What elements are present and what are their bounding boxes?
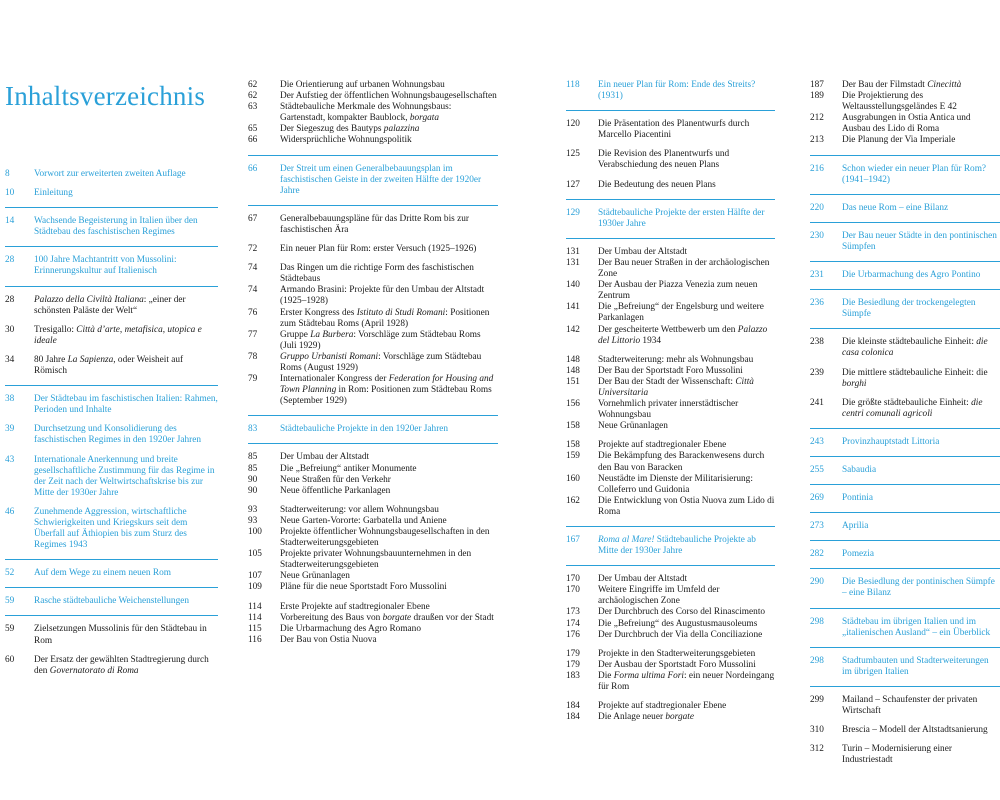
toc-entry <box>248 571 498 582</box>
toc-page-number: 10 <box>5 188 15 199</box>
toc-page-number: 183 <box>566 670 580 681</box>
toc-entry-title: Wachsende Begeisterung in Italien über den Städtebau des faschistischen Regimes <box>34 216 198 238</box>
toc-entry-title: Die „Befreiung“ des Augustusmausoleums <box>598 618 758 629</box>
toc-entry <box>566 180 775 200</box>
toc-entry <box>248 527 498 549</box>
toc-page-number: 129 <box>566 207 580 218</box>
toc-entry-title: Projekte öffentlicher Wohnungsbaugesellschaften in den Stadterweiterungsgebieten <box>280 527 490 549</box>
toc-chapter <box>810 164 1000 195</box>
toc-page-number: 167 <box>566 535 580 545</box>
toc-entry-title: Der Bau der Filmstadt Cinecittà <box>842 80 962 90</box>
toc-page-number: 131 <box>566 257 580 268</box>
toc-page-number: 310 <box>810 725 824 736</box>
toc-page-number: 255 <box>810 464 824 475</box>
toc-page-number: 115 <box>248 623 262 634</box>
toc-entry-title: Mailand – Schaufenster der privaten Wirtschaft <box>842 694 978 716</box>
toc-entry-title: Stadterweiterung: vor allem Wohnungsbau <box>280 504 439 515</box>
toc-page-number: 184 <box>566 712 580 723</box>
toc-chapter <box>5 424 218 446</box>
toc-entry-title: Die Entwicklung von Ostia Nuova zum Lido di Roma <box>598 495 775 517</box>
toc-page-number: 72 <box>248 244 258 255</box>
toc-chapter <box>566 535 775 566</box>
toc-page-number: 67 <box>248 213 258 224</box>
toc-entry-title: Pontinia <box>842 493 873 504</box>
toc-entry-title: Ein neuer Plan für Rom: erster Versuch (1925–1926) <box>280 244 477 255</box>
toc-page-number: 176 <box>566 629 580 640</box>
toc-page-number: 105 <box>248 549 262 560</box>
toc-page-number: 298 <box>810 655 824 666</box>
toc-page-number: 131 <box>566 246 580 257</box>
toc-chapter <box>810 521 1000 541</box>
toc-page-number: 170 <box>566 585 580 596</box>
toc-column-1 <box>5 80 218 677</box>
toc-page-number: 312 <box>810 744 824 755</box>
toc-entry-title: 80 Jahre La Sapienza, oder Weisheit auf Römisch <box>34 354 184 377</box>
toc-entry-title: Der Bau der Sportstadt Foro Mussolini <box>598 365 743 376</box>
toc-page-number: 148 <box>566 354 580 365</box>
toc-entry <box>566 377 775 399</box>
toc-page-number: 79 <box>248 374 258 385</box>
toc-entry-title: Der Umbau der Altstadt <box>280 452 370 463</box>
toc-entry-title: Die größte städtebauliche Einheit: die centri comunali agricoli <box>842 397 983 419</box>
toc-chapter <box>5 455 218 499</box>
toc-entry-title: Projekte auf stadtregionaler Ebene <box>598 440 727 451</box>
toc-page-number: 282 <box>810 549 824 560</box>
toc-entry <box>566 119 775 141</box>
toc-entry <box>5 295 218 317</box>
toc-page-number: 239 <box>810 367 824 378</box>
toc-entry <box>566 619 775 630</box>
toc-page-number: 269 <box>810 493 824 504</box>
toc-page-number: 241 <box>810 397 824 408</box>
toc-chapter <box>810 577 1000 608</box>
toc-column-3 <box>566 80 775 723</box>
toc-chapter <box>248 164 498 206</box>
toc-entry-title: Zielsetzungen Mussolinis für den Städtebau in Rom <box>34 624 207 646</box>
toc-page-number: 213 <box>810 135 824 146</box>
toc-entry-title: Der Bau neuer Städte in den pontinischen Sümpfen <box>842 230 997 252</box>
toc-entry-title: Gruppo Urbanisti Romani: Vorschläge zum Städtebau Roms (August 1929) <box>280 351 482 373</box>
toc-entry-title: Zunehmende Aggression, wirtschaftliche Schwierigkeiten und Kriegskurs seit dem Überfall auf Äthiopien bis zum Sturz des Regimes 1943 <box>34 506 188 551</box>
toc-entry-title: Vorwort zur erweiterten zweiten Auflage <box>34 169 186 179</box>
page-title: Inhaltsverzeichnis <box>5 81 206 111</box>
toc-entry-title: Städtebauliche Projekte der ersten Hälfte der 1930er Jahre <box>598 207 765 229</box>
toc-page-number: 38 <box>5 394 15 405</box>
toc-entry-title: Die Urbarmachung des Agro Romano <box>280 623 421 634</box>
toc-entry-title: Internationale Anerkennung und breite gesellschaftliche Zustimmung für das Regime in der Zeit nach der Weltwirtschaftskrise bis zur Mitte der 1930er Jahre <box>34 454 215 498</box>
toc-page-number: 60 <box>5 654 15 665</box>
toc-page-number: 159 <box>566 451 580 462</box>
toc-entry <box>566 366 775 377</box>
toc-entry <box>248 452 498 463</box>
toc-entry-title: Gruppe La Burbera: Vorschläge zum Städtebau Roms (Juli 1929) <box>280 329 481 351</box>
toc-page-number: 74 <box>248 263 258 274</box>
toc-entry <box>810 113 1000 135</box>
toc-entry-title: Die Orientierung auf urbanen Wohnungsbau <box>280 80 445 90</box>
toc-page-number: 187 <box>810 80 824 90</box>
toc-entry <box>566 574 775 585</box>
toc-entry-title: Die Projektierung des Weltausstellungsgeländes E 42 <box>842 91 957 113</box>
toc-page-number: 114 <box>248 612 262 623</box>
toc-entry-title: Erster Kongress des Istituto di Studi Romani: Positionen zum Städtebau Roms (April 1928) <box>280 307 490 329</box>
toc-entry <box>248 285 498 307</box>
toc-entry-title: Sabaudia <box>842 464 877 475</box>
toc-entry-title: Der Durchbruch des Corso del Rinascimento <box>598 607 766 618</box>
toc-entry-title: Auf dem Wege zu einem neuen Rom <box>34 568 171 579</box>
toc-chapter <box>810 270 1000 290</box>
toc-page-number: 142 <box>566 324 580 335</box>
toc-page-number: 298 <box>810 616 824 627</box>
toc-entry <box>810 135 1000 155</box>
toc-page-number: 179 <box>566 648 580 659</box>
toc-entry-title: Der Bau von Ostia Nuova <box>280 634 377 645</box>
toc-entry <box>248 475 498 486</box>
toc-entry-title: Der Aufstieg der öffentlichen Wohnungsbaugesellschaften <box>280 91 497 102</box>
toc-entry <box>566 649 775 660</box>
toc-entry <box>248 263 498 285</box>
toc-entry <box>810 744 1000 766</box>
toc-entry-title: Die Planung der Via Imperiale <box>842 135 956 146</box>
toc-entry-title: Das Ringen um die richtige Form des faschistischen Städtebaus <box>280 263 474 285</box>
toc-page-number: 100 <box>248 527 262 537</box>
toc-chapter <box>810 231 1000 262</box>
toc-entry <box>566 474 775 496</box>
toc-page-number: 148 <box>566 365 580 376</box>
toc-entry-title: Provinzhauptstadt Littoria <box>842 436 940 447</box>
toc-entry-title: Der Umbau der Altstadt <box>598 574 688 585</box>
toc-chapter <box>5 394 218 416</box>
toc-page-number: 43 <box>5 454 15 465</box>
toc-page-number: 66 <box>248 163 258 174</box>
toc-entry-title: Neue Straßen für den Verkehr <box>280 474 391 485</box>
toc-page-number: 66 <box>248 135 258 146</box>
toc-entry-title: Stadtumbauten und Stadterweiterungen im übrigen Italien <box>842 655 989 677</box>
toc-entry-title: Städtebau im übrigen Italien und im „italienischen Ausland“ – ein Überblick <box>842 616 991 638</box>
toc-entry-title: Der Umbau der Altstadt <box>598 246 688 257</box>
toc-entry-title: Pomezia <box>842 549 875 560</box>
toc-entry <box>248 464 498 475</box>
toc-entry-title: Neue öffentliche Parkanlagen <box>280 485 391 496</box>
toc-chapter <box>5 169 218 180</box>
toc-entry-title: Palazzo della Civiltà Italiana: „einer der schönsten Paläste der Welt“ <box>34 294 186 316</box>
toc-entry-title: Die „Befreiung“ der Engelsburg und weitere Parkanlagen <box>598 302 764 324</box>
toc-page-number: 52 <box>5 568 15 579</box>
toc-page-number: 8 <box>5 169 10 179</box>
toc-entry-title: Stadterweiterung: mehr als Wohnungsbau <box>598 354 754 365</box>
toc-entry <box>5 325 218 347</box>
toc-chapter <box>810 465 1000 485</box>
toc-entry <box>566 701 775 712</box>
toc-page-number: 46 <box>5 506 15 517</box>
toc-entry-title: Neue Garten-Vororte: Garbatella und Aniene <box>280 515 447 526</box>
toc-page-number: 127 <box>566 179 580 190</box>
toc-entry <box>566 247 775 258</box>
toc-entry <box>566 399 775 421</box>
toc-page-number: 170 <box>566 574 580 585</box>
toc-entry <box>566 258 775 280</box>
toc-page-number: 93 <box>248 515 258 526</box>
toc-page-number: 120 <box>566 119 580 130</box>
toc-entry <box>566 607 775 618</box>
toc-entry-title: Der Siegeszug des Bautyps palazzina <box>280 124 420 135</box>
toc-entry-title: Projekte in den Stadterweiterungsgebieten <box>598 648 756 659</box>
toc-entry-title: Einleitung <box>34 188 73 199</box>
toc-entry-title: Die Bekämpfung des Barackenwesens durch den Bau von Baracken <box>598 451 765 473</box>
toc-entry <box>248 124 498 135</box>
toc-chapter <box>810 617 1000 648</box>
toc-entry <box>810 398 1000 429</box>
toc-entry-title: Die Präsentation des Planentwurfs durch Marcello Piacentini <box>598 119 750 141</box>
toc-page-number: 62 <box>248 91 258 102</box>
toc-entry <box>248 214 498 236</box>
toc-entry-title: Neustädte im Dienste der Militarisierung: Colleferro und Guidonia <box>598 473 753 495</box>
toc-page-number: 59 <box>5 624 15 635</box>
toc-entry <box>566 149 775 171</box>
toc-entry-title: Der Ausbau der Sportstadt Foro Mussolini <box>598 659 756 670</box>
toc-page-number: 238 <box>810 337 824 348</box>
toc-page-number: 151 <box>566 376 580 387</box>
toc-chapter <box>248 424 498 444</box>
toc-entry-title: Die mittlere städtebauliche Einheit: die borghi <box>842 367 988 389</box>
toc-page-number: 158 <box>566 440 580 451</box>
toc-page-number: 85 <box>248 463 258 474</box>
toc-page-number: 78 <box>248 351 258 362</box>
toc-entry-title: Städtebauliche Merkmale des Wohnungsbaus: Gartenstadt, kompakter Baublock, borgata <box>280 102 452 124</box>
toc-page-number: 74 <box>248 285 258 296</box>
toc-entry-title: Brescia – Modell der Altstadtsanierung <box>842 725 988 736</box>
toc-entry-title: Die kleinste städtebauliche Einheit: die casa colonica <box>842 337 988 359</box>
toc-entry-title: Die Revision des Planentwurfs und Verabschiedung des neuen Plans <box>598 149 730 171</box>
toc-entry <box>248 244 498 255</box>
toc-entry <box>566 712 775 723</box>
toc-entry-title: Städtebauliche Projekte in den 1920er Jahren <box>280 424 449 435</box>
toc-page-number: 141 <box>566 302 580 313</box>
toc-entry-title: Der Städtebau im faschistischen Italien: Rahmen, Perioden und Inhalte <box>34 394 218 416</box>
toc-page-number: 173 <box>566 607 580 618</box>
toc-page-number: 189 <box>810 91 824 102</box>
toc-entry <box>810 80 1000 91</box>
toc-entry <box>248 352 498 374</box>
toc-entry <box>566 451 775 473</box>
toc-page-number: 28 <box>5 255 15 266</box>
toc-entry-title: Vornehmlich privater innerstädtischer Wohnungsbau <box>598 399 739 421</box>
toc-entry <box>566 355 775 366</box>
toc-entry <box>810 725 1000 736</box>
toc-entry <box>566 585 775 607</box>
toc-entry <box>248 80 498 91</box>
toc-entry <box>810 337 1000 359</box>
toc-page-number: 158 <box>566 421 580 432</box>
toc-page-number: 107 <box>248 571 262 582</box>
toc-entry-title: Weitere Eingriffe im Umfeld der archäologischen Zone <box>598 585 720 607</box>
toc-page-number: 230 <box>810 230 824 241</box>
toc-entry-title: Aprilia <box>842 521 869 532</box>
toc-page-number: 62 <box>248 80 258 90</box>
toc-entry <box>248 102 498 124</box>
toc-entry <box>248 635 498 646</box>
toc-page-number: 160 <box>566 473 580 484</box>
toc-chapter <box>810 656 1000 687</box>
toc-page-number: 125 <box>566 149 580 160</box>
toc-entry-title: Rasche städtebauliche Weichenstellungen <box>34 596 190 607</box>
toc-entry-title: Die Forma ultima Fori: ein neuer Nordeingang für Rom <box>598 670 775 693</box>
toc-page-number: 299 <box>810 694 824 705</box>
toc-entry-title: Generalbebauungspläne für das Dritte Rom bis zur faschistischen Ära <box>280 213 469 235</box>
toc-entry <box>248 505 498 516</box>
toc-entry <box>5 624 218 646</box>
toc-entry-title: Durchsetzung und Konsolidierung des faschistischen Regimes in den 1920er Jahren <box>34 424 202 446</box>
toc-page-number: 212 <box>810 113 824 124</box>
toc-page-number: 109 <box>248 582 262 593</box>
toc-page-number: 76 <box>248 307 258 318</box>
toc-entry-title: Die Besiedlung der pontinischen Sümpfe – eine Bilanz <box>842 577 995 599</box>
toc-entry-title: Turin – Modernisierung einer Industriestadt <box>842 744 952 766</box>
toc-page-number: 162 <box>566 495 580 506</box>
toc-page-number: 140 <box>566 280 580 291</box>
toc-page-number: 28 <box>5 294 15 305</box>
toc-entry <box>248 486 498 497</box>
toc-entry-title: Armando Brasini: Projekte für den Umbau der Altstadt (1925–1928) <box>280 285 485 307</box>
toc-entry-title: Neue Grünanlagen <box>598 421 668 432</box>
toc-entry <box>248 374 498 416</box>
toc-entry-title: Neue Grünanlagen <box>280 571 350 582</box>
toc-entry <box>566 496 775 527</box>
toc-entry-title: Tresigallo: Città d’arte, metafisica, utopica e ideale <box>34 324 202 346</box>
toc-entry-title: Pläne für die neue Sportstadt Foro Mussolini <box>280 582 447 593</box>
toc-entry-title: Projekte auf stadtregionaler Ebene <box>598 701 727 712</box>
toc-entry <box>248 308 498 330</box>
toc-page-number: 83 <box>248 424 258 435</box>
toc-entry-title: Ein neuer Plan für Rom: Ende des Streits? (1931) <box>598 80 756 102</box>
toc-chapter <box>810 298 1000 329</box>
toc-entry <box>566 280 775 302</box>
toc-entry-title: Der Bau neuer Straßen in der archäologischen Zone <box>598 257 770 280</box>
toc-page-number: 116 <box>248 634 262 645</box>
toc-entry-title: Erste Projekte auf stadtregionaler Ebene <box>280 601 430 612</box>
toc-page-number: 236 <box>810 298 824 309</box>
toc-entry-title: Ausgrabungen in Ostia Antica und Ausbau des Lido di Roma <box>842 113 971 135</box>
toc-page-number: 85 <box>248 452 258 463</box>
toc-chapter <box>5 216 218 247</box>
toc-page-number: 273 <box>810 521 824 532</box>
toc-entry-title: Projekte privater Wohnungsbauunternehmen in den Stadterweiterungsgebieten <box>280 549 472 571</box>
toc-page-number: 174 <box>566 618 580 629</box>
toc-page-number: 179 <box>566 659 580 670</box>
toc-entry <box>566 440 775 451</box>
toc-entry <box>810 695 1000 717</box>
toc-entry <box>248 602 498 613</box>
toc-chapter <box>5 568 218 588</box>
toc-entry-title: Die Bedeutung des neuen Plans <box>598 179 716 190</box>
toc-entry-title: Die Besiedlung der trockengelegten Sümpfe <box>842 298 976 320</box>
toc-entry-title: Die Urbarmachung des Agro Pontino <box>842 270 981 281</box>
toc-page-number: 220 <box>810 202 824 213</box>
toc-page-number: 39 <box>5 424 15 435</box>
toc-chapter <box>5 507 218 560</box>
toc-entry-title: Der gescheiterte Wettbewerb um den Palazzo del Littorio 1934 <box>598 324 768 346</box>
toc-page-number: 93 <box>248 504 258 515</box>
toc-entry <box>248 582 498 593</box>
toc-entry <box>248 624 498 635</box>
toc-page-number: 30 <box>5 324 15 335</box>
toc-entry-title: Der Ersatz der gewählten Stadtregierung durch den Governatorato di Roma <box>34 654 209 676</box>
toc-page-number: 90 <box>248 485 258 496</box>
toc-entry-title: Der Streit um einen Generalbebauungsplan im faschistischen Geiste in der zweiten Hälfte der 1920er Jahre <box>280 163 482 196</box>
toc-page-number: 216 <box>810 163 824 174</box>
toc-page-number: 156 <box>566 399 580 410</box>
toc-chapter <box>5 188 218 208</box>
toc-entry <box>566 302 775 324</box>
toc-entry <box>810 91 1000 113</box>
toc-entry <box>248 549 498 571</box>
toc-entry <box>5 655 218 677</box>
toc-entry-title: Der Durchbruch der Via della Conciliazione <box>598 629 763 640</box>
toc-entry-title: Der Bau der Stadt der Wissenschaft: Città Universitaria <box>598 376 754 398</box>
toc-page-number: 231 <box>810 270 824 281</box>
toc-chapter <box>810 437 1000 457</box>
toc-entry-title: Schon wieder ein neuer Plan für Rom? (1941–1942) <box>842 163 987 185</box>
toc-entry-title: Internationaler Kongress der Federation for Housing and Town Planning in Rom: Positionen zum Städtebau Roms (September 1929) <box>280 374 494 407</box>
toc-entry <box>566 660 775 671</box>
toc-entry <box>566 421 775 432</box>
toc-page-number: 77 <box>248 329 258 340</box>
toc-entry-title: Widersprüchliche Wohnungspolitik <box>280 135 412 146</box>
toc-entry <box>248 516 498 527</box>
toc-entry-title: Die „Befreiung“ antiker Monumente <box>280 463 417 474</box>
toc-chapter <box>810 203 1000 223</box>
toc-page-number: 59 <box>5 596 15 607</box>
toc-chapter <box>810 493 1000 513</box>
toc-page-number: 14 <box>5 216 15 227</box>
toc-page-number: 290 <box>810 577 824 588</box>
toc-page-number: 90 <box>248 474 258 485</box>
toc-page-number: 65 <box>248 124 258 135</box>
toc-entry <box>248 613 498 624</box>
toc-chapter <box>566 208 775 239</box>
toc-entry <box>566 630 775 641</box>
toc-entry <box>248 135 498 155</box>
toc-page-number: 118 <box>566 80 580 90</box>
toc-entry-title: Der Ausbau der Piazza Venezia zum neuen Zentrum <box>598 280 758 302</box>
toc-page-number: 63 <box>248 102 258 113</box>
toc-entry-title: 100 Jahre Machtantritt von Mussolini: Erinnerungskultur auf Italienisch <box>34 255 177 277</box>
toc-entry <box>5 355 218 386</box>
toc-chapter <box>810 549 1000 569</box>
toc-entry <box>248 330 498 352</box>
toc-entry <box>248 91 498 102</box>
toc-entry-title: Das neue Rom – eine Bilanz <box>842 202 949 213</box>
toc-column-2 <box>248 80 498 646</box>
toc-entry <box>566 325 775 347</box>
toc-page-number: 114 <box>248 601 262 612</box>
toc-entry-title: Roma al Mare! Städtebauliche Projekte ab Mitte der 1930er Jahre <box>598 535 756 557</box>
toc-entry <box>810 368 1000 390</box>
toc-page-number: 34 <box>5 354 15 365</box>
toc-page-number: 184 <box>566 701 580 712</box>
toc-entry <box>566 671 775 693</box>
toc-page-number: 243 <box>810 436 824 447</box>
toc-entry-title: Die Anlage neuer borgate <box>598 712 694 723</box>
toc-chapter <box>566 80 775 111</box>
toc-entry-title: Vorbereitung des Baus von borgate draußen vor der Stadt <box>280 612 494 623</box>
toc-chapter <box>5 255 218 286</box>
toc-chapter <box>5 596 218 616</box>
toc-column-4 <box>810 80 1000 766</box>
